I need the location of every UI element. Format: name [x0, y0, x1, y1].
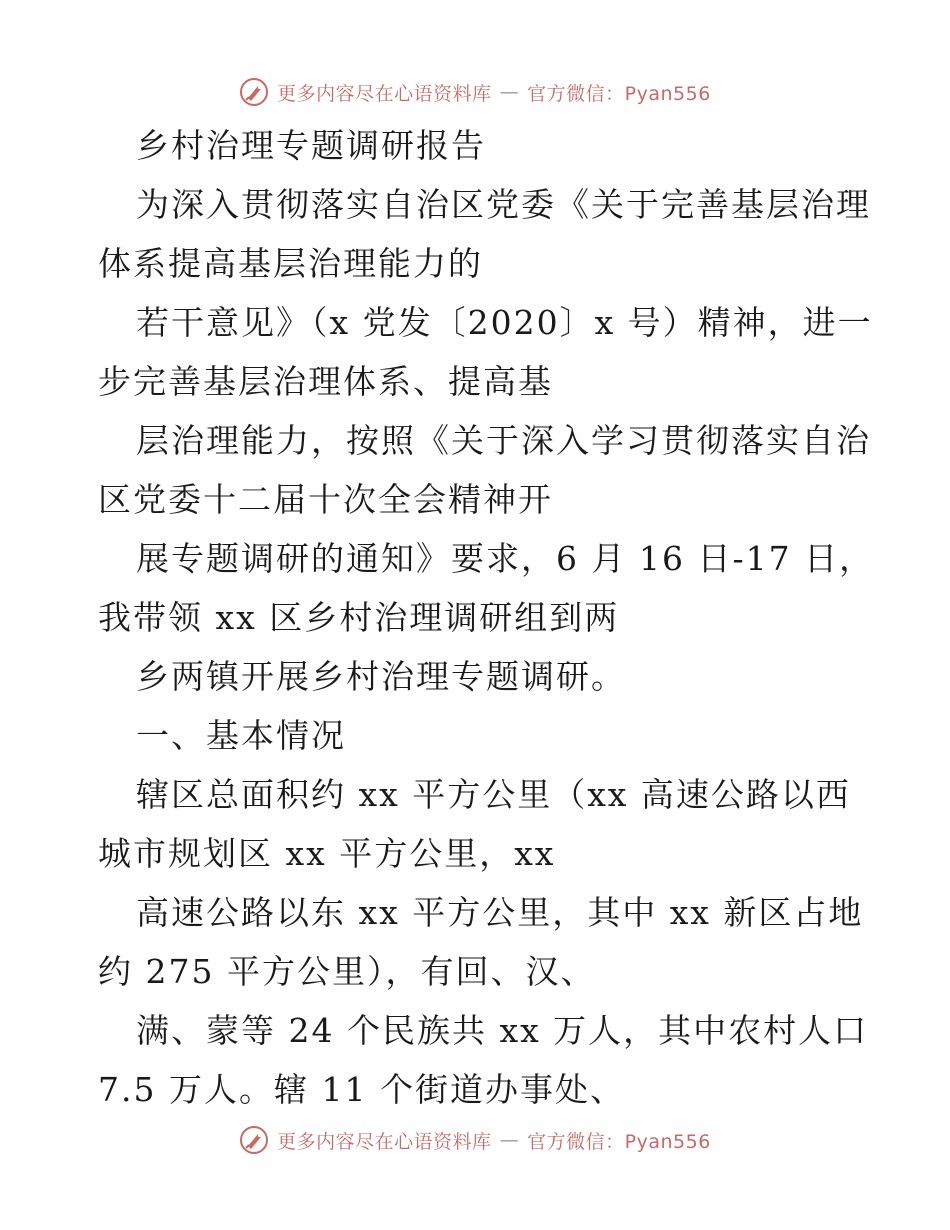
- paragraph-line: 步完善基层治理体系、提高基: [98, 362, 553, 401]
- paragraph-line: 约 275 平方公里），有回、汉、: [98, 952, 596, 991]
- paragraph-line: 区党委十二届十次全会精神开: [98, 480, 553, 519]
- document-title: 乡村治理专题调研报告: [136, 126, 486, 165]
- paragraph-line: 7.5 万人。辖 11 个街道办事处、: [98, 1070, 625, 1109]
- pen-nib-logo-icon: [239, 1125, 269, 1155]
- paragraph-line: 满、蒙等 24 个民族共 xx 万人，其中农村人口: [136, 1011, 869, 1050]
- section-heading: 一、基本情况: [136, 716, 346, 755]
- watermark-contact: 官方微信：Pyan556: [527, 82, 711, 105]
- document-body: [98, 124, 875, 1127]
- pen-nib-logo-icon: [239, 77, 269, 107]
- paragraph-line: 体系提高基层治理能力的: [98, 244, 483, 283]
- paragraph-line: 辖区总面积约 xx 平方公里（xx 高速公路以西: [136, 775, 851, 814]
- paragraph-line: 乡两镇开展乡村治理专题调研。: [136, 657, 626, 696]
- paragraph-line: 为深入贯彻落实自治区党委《关于完善基层治理: [136, 185, 871, 224]
- watermark-text: 更多内容尽在心语资料库: [277, 82, 492, 105]
- watermark-top: [0, 72, 950, 112]
- watermark-text: 更多内容尽在心语资料库: [277, 1130, 492, 1153]
- paragraph-line: 城市规划区 xx 平方公里，xx: [98, 834, 556, 873]
- paragraph-line: 若干意见》（x 党发〔2020〕x 号）精神，进一: [136, 303, 873, 342]
- watermark-bottom: [0, 1120, 950, 1160]
- paragraph-line: 我带领 xx 区乡村治理调研组到两: [98, 598, 620, 637]
- watermark-contact: 官方微信：Pyan556: [527, 1130, 711, 1153]
- paragraph-line: 高速公路以东 xx 平方公里，其中 xx 新区占地: [136, 893, 864, 932]
- paragraph-line: 展专题调研的通知》要求，6 月 16 日-17 日，: [136, 539, 875, 578]
- paragraph-line: 层治理能力，按照《关于深入学习贯彻落实自治: [136, 421, 871, 460]
- watermark-separator: —: [499, 81, 520, 103]
- watermark-separator: —: [499, 1129, 520, 1151]
